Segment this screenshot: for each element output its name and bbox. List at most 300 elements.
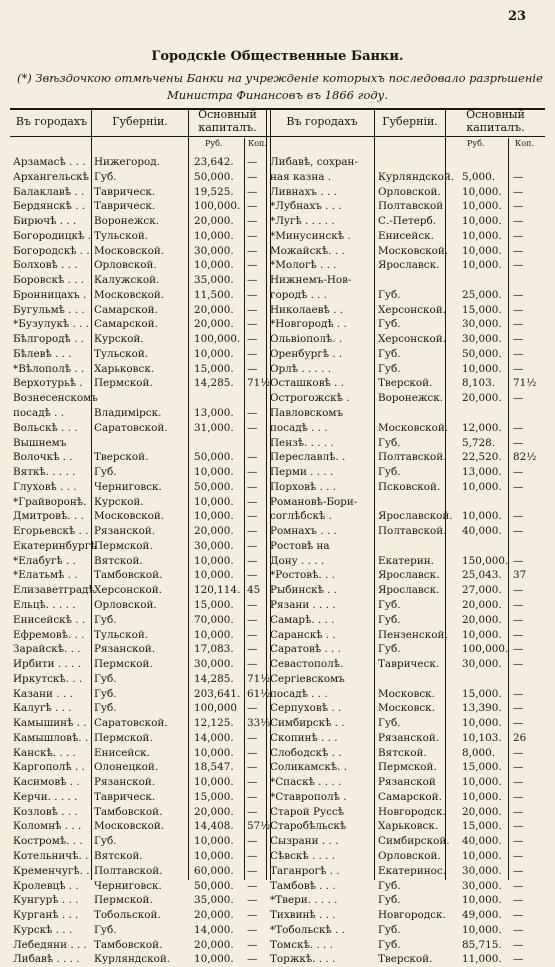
capital-kop-right: — bbox=[513, 288, 524, 301]
province-left: Владимірск. bbox=[94, 407, 162, 420]
header-capital-right-1: Основный bbox=[466, 108, 525, 121]
capital-kop-left: — bbox=[247, 554, 258, 567]
province-left: Тульской. bbox=[94, 347, 149, 360]
table-row bbox=[0, 731, 555, 746]
table-row bbox=[0, 613, 555, 628]
province-left: Губ. bbox=[94, 466, 117, 479]
table-row bbox=[0, 672, 555, 687]
capital-kop-right: — bbox=[513, 761, 524, 774]
table-row bbox=[0, 746, 555, 761]
province-left: Тамбовской. bbox=[94, 938, 163, 951]
city-right: *Ростовѣ. . . bbox=[270, 569, 335, 582]
province-left: Московской. bbox=[94, 510, 165, 523]
table-row bbox=[0, 849, 555, 864]
city-left: Архангельскѣ bbox=[13, 170, 89, 183]
table-row bbox=[0, 819, 555, 834]
capital-kop-right: — bbox=[513, 229, 524, 242]
capital-rub-right: 10,000. bbox=[462, 923, 502, 936]
capital-rub-left: 14,408. bbox=[194, 820, 234, 833]
city-left: Канскѣ. . . . bbox=[13, 746, 76, 759]
city-right: Старой Руссѣ bbox=[270, 805, 345, 818]
capital-rub-right: 85,715. bbox=[462, 938, 502, 951]
capital-kop-left: 71½ bbox=[247, 672, 271, 685]
province-left: Пермской. bbox=[94, 731, 153, 744]
capital-kop-right: — bbox=[513, 333, 524, 346]
table-row bbox=[0, 879, 555, 894]
table-row bbox=[0, 450, 555, 465]
city-left: Бѣлевѣ . . . bbox=[13, 347, 72, 360]
capital-kop-right: — bbox=[513, 849, 524, 862]
capital-kop-left: 61½ bbox=[247, 687, 271, 700]
capital-rub-right: 10,000. bbox=[462, 200, 502, 213]
province-left: Полтавской. bbox=[94, 864, 163, 877]
capital-kop-left: — bbox=[247, 835, 258, 848]
capital-kop-left: — bbox=[247, 244, 258, 257]
capital-rub-right: 20,000. bbox=[462, 805, 502, 818]
city-left: Богородскѣ . . bbox=[13, 244, 90, 257]
city-left: Козловѣ . . . bbox=[13, 805, 78, 818]
capital-kop-right: — bbox=[513, 923, 524, 936]
province-left: Тамбовской. bbox=[94, 805, 163, 818]
city-right: Таганрогѣ . . bbox=[270, 864, 340, 877]
capital-kop-left: — bbox=[247, 303, 258, 316]
table-row bbox=[0, 258, 555, 273]
table-row bbox=[0, 199, 555, 214]
table-row bbox=[0, 362, 555, 377]
province-left: Курской. bbox=[94, 333, 144, 346]
city-right: Либавѣ, сохран- bbox=[270, 156, 358, 168]
city-left: Бердянскѣ . . bbox=[13, 200, 86, 213]
capital-kop-right: — bbox=[513, 525, 524, 538]
province-right: Орловской. bbox=[378, 185, 441, 198]
province-right: Губ. bbox=[378, 466, 401, 479]
province-left: Черниговск. bbox=[94, 879, 162, 892]
table-row bbox=[0, 406, 555, 421]
city-left: Курганѣ . . . bbox=[13, 909, 79, 922]
city-left: Бронницахъ . bbox=[13, 288, 87, 301]
capital-rub-left: 10,000. bbox=[194, 953, 234, 966]
capital-rub-left: 60,000. bbox=[194, 864, 234, 877]
city-left: Ельцѣ. . . . . bbox=[13, 598, 76, 611]
capital-kop-left: — bbox=[247, 200, 258, 213]
capital-kop-left: — bbox=[247, 746, 258, 759]
table-row bbox=[0, 628, 555, 643]
capital-kop-right: — bbox=[513, 480, 524, 493]
city-left: Дмитровѣ. . . bbox=[13, 510, 84, 523]
capital-rub-right: 10,000. bbox=[462, 628, 502, 641]
header-province-left: Губерніи. bbox=[112, 115, 168, 128]
province-left: Губ. bbox=[94, 613, 117, 626]
city-right: Оренбургѣ . . bbox=[270, 347, 343, 360]
table-row bbox=[0, 687, 555, 702]
city-right: Севастополѣ. bbox=[270, 658, 344, 671]
capital-rub-right: 50,000. bbox=[462, 347, 502, 360]
table-row bbox=[0, 170, 555, 185]
city-left: Либавѣ . . . . bbox=[13, 953, 80, 966]
province-right: Пензенской. bbox=[378, 628, 448, 641]
capital-rub-left: 19,525. bbox=[194, 185, 234, 198]
capital-rub-right: 13,390. bbox=[462, 702, 502, 715]
capital-rub-left: 10,000. bbox=[194, 746, 234, 759]
province-right: Новгородск. bbox=[378, 805, 446, 818]
capital-rub-right: 10,000. bbox=[462, 215, 502, 228]
province-left: Губ. bbox=[94, 835, 117, 848]
capital-kop-right: — bbox=[513, 776, 524, 789]
capital-kop-right: — bbox=[513, 436, 524, 449]
province-left: Пермской. bbox=[94, 658, 153, 671]
city-right: Сѣвскѣ . . . . bbox=[270, 849, 336, 862]
capital-kop-left: 33⅓ bbox=[247, 717, 271, 730]
capital-rub-left: 50,000. bbox=[194, 879, 234, 892]
province-left: Таврическ. bbox=[94, 790, 156, 803]
city-right: Томскѣ. . . . bbox=[270, 938, 333, 951]
city-right: Павловскомъ bbox=[270, 407, 344, 420]
capital-rub-left: 20,000. bbox=[194, 909, 234, 922]
city-right: Романовѣ-Бори- bbox=[270, 495, 358, 508]
city-right: *Лугѣ . . . . . bbox=[270, 215, 335, 228]
capital-rub-right: 25,043. bbox=[462, 569, 502, 582]
province-left: Рязанской. bbox=[94, 776, 156, 789]
capital-kop-left: — bbox=[247, 849, 258, 862]
city-left: Бугульмѣ . . . bbox=[13, 303, 85, 316]
city-left: Глуховѣ . . . bbox=[13, 480, 77, 493]
capital-rub-left: 10,000. bbox=[194, 835, 234, 848]
city-right: *Твери. . . . . bbox=[270, 894, 338, 907]
city-left: Курскѣ . . . bbox=[13, 923, 73, 936]
note-line-2: Министра Финансовъ въ 1866 году. bbox=[166, 88, 388, 102]
province-right: С.-Петерб. bbox=[378, 215, 437, 228]
city-left: Вольскѣ . . . bbox=[13, 421, 78, 434]
city-left: *Елатьмѣ . . bbox=[13, 569, 78, 582]
province-right: Рязанской. bbox=[378, 731, 440, 744]
city-right: Саранскѣ . . bbox=[270, 628, 336, 641]
province-left: Тульской. bbox=[94, 229, 149, 242]
capital-rub-left: 120,114. bbox=[194, 584, 241, 597]
capital-kop-right: — bbox=[513, 185, 524, 198]
city-right: Сергіевскомъ bbox=[270, 672, 345, 685]
capital-rub-left: 100,000 bbox=[194, 702, 237, 715]
capital-rub-left: 20,000. bbox=[194, 805, 234, 818]
capital-kop-right: — bbox=[513, 554, 524, 567]
capital-kop-left: — bbox=[247, 421, 258, 434]
note-line-1: (*) Звѣздочкою отмѣчены Банки на учрежденіе которыхъ последовало разрѣшеніе bbox=[17, 71, 543, 85]
capital-rub-left: 203,641. bbox=[194, 687, 241, 700]
city-right: Скопинѣ . . . bbox=[270, 731, 338, 744]
province-right: Губ. bbox=[378, 879, 401, 892]
capital-kop-left: — bbox=[247, 938, 258, 951]
capital-kop-right: — bbox=[513, 347, 524, 360]
capital-kop-left: — bbox=[247, 480, 258, 493]
province-left: Вятской. bbox=[94, 849, 143, 862]
city-right: посадѣ . . . bbox=[270, 687, 328, 700]
capital-kop-left: — bbox=[247, 347, 258, 360]
capital-kop-left: 57½ bbox=[247, 820, 271, 833]
capital-rub-left: 10,000. bbox=[194, 259, 234, 272]
province-left: Саратовской. bbox=[94, 421, 168, 434]
capital-rub-left: 20,000. bbox=[194, 215, 234, 228]
city-left: Кролевцѣ . . bbox=[13, 879, 79, 892]
table-row bbox=[0, 760, 555, 775]
city-right: Пензѣ. . . . . bbox=[270, 436, 334, 449]
capital-rub-right: 13,000. bbox=[462, 466, 502, 479]
city-left: Кунгурѣ . . . bbox=[13, 894, 79, 907]
province-right: Полтавской. bbox=[378, 525, 447, 538]
capital-kop-left: — bbox=[247, 909, 258, 922]
capital-kop-left: — bbox=[247, 923, 258, 936]
table-row bbox=[0, 775, 555, 790]
table-row bbox=[0, 273, 555, 288]
province-left: Губ. bbox=[94, 672, 117, 685]
table-row bbox=[0, 583, 555, 598]
capital-kop-left: — bbox=[247, 451, 258, 464]
subheader-kop-left: Коп. bbox=[248, 139, 267, 148]
city-left: Богородицкѣ . bbox=[13, 229, 91, 242]
capital-kop-left: — bbox=[247, 362, 258, 375]
capital-rub-right: 30,000. bbox=[462, 879, 502, 892]
table-row bbox=[0, 642, 555, 657]
capital-rub-left: 100,000. bbox=[194, 333, 241, 346]
capital-kop-left: — bbox=[247, 333, 258, 346]
city-left: Болховѣ . . . bbox=[13, 259, 78, 272]
subheader-kop-right: Коп. bbox=[515, 139, 534, 148]
province-left: Самарской. bbox=[94, 303, 158, 316]
province-left: Таврическ. bbox=[94, 185, 156, 198]
table-row bbox=[0, 465, 555, 480]
capital-kop-right: 37 bbox=[513, 569, 527, 582]
city-left: Ефремовѣ. . . bbox=[13, 628, 85, 641]
table-row bbox=[0, 864, 555, 879]
province-right: Харьковск. bbox=[378, 820, 439, 833]
province-right: Губ. bbox=[378, 318, 401, 331]
city-left: Арзамасѣ . . . bbox=[13, 156, 86, 168]
table-row bbox=[0, 554, 555, 569]
bank-table-body bbox=[0, 155, 555, 967]
province-left: Олонецкой. bbox=[94, 761, 159, 774]
capital-rub-left: 35,000. bbox=[194, 894, 234, 907]
city-left: Балаклавѣ . . bbox=[13, 185, 85, 198]
province-right: Воронежск. bbox=[378, 392, 444, 405]
capital-rub-right: 10,103. bbox=[462, 731, 502, 744]
capital-rub-right: 30,000. bbox=[462, 658, 502, 671]
capital-kop-left: — bbox=[247, 539, 258, 552]
city-right: соглѣбскѣ . bbox=[270, 510, 332, 523]
capital-rub-left: 15,000. bbox=[194, 362, 234, 375]
table-row bbox=[0, 244, 555, 259]
province-left: Московской. bbox=[94, 244, 165, 257]
city-left: Каргополѣ . . bbox=[13, 761, 85, 774]
table-row bbox=[0, 893, 555, 908]
city-left: Иркутскѣ. . . bbox=[13, 672, 83, 685]
capital-kop-left: — bbox=[247, 259, 258, 272]
province-left: Орловской. bbox=[94, 259, 157, 272]
city-right: Серпуховѣ . . bbox=[270, 702, 342, 715]
capital-rub-right: 10,000. bbox=[462, 185, 502, 198]
province-right: Енисейск. bbox=[378, 229, 434, 242]
capital-rub-right: 10,000. bbox=[462, 362, 502, 375]
capital-kop-right: — bbox=[513, 894, 524, 907]
capital-kop-left: — bbox=[247, 156, 258, 168]
city-left: Бѣлгородѣ . . bbox=[13, 333, 84, 346]
table-row bbox=[0, 480, 555, 495]
capital-rub-right: 10,000. bbox=[462, 849, 502, 862]
capital-kop-right: 82½ bbox=[513, 451, 537, 464]
province-right: Губ. bbox=[378, 938, 401, 951]
city-left: Егорьевскѣ . . bbox=[13, 525, 89, 538]
capital-kop-left: — bbox=[247, 864, 258, 877]
province-left: Пермской. bbox=[94, 539, 153, 552]
table-row bbox=[0, 790, 555, 805]
capital-kop-left: 71½ bbox=[247, 377, 271, 390]
city-left: Кременчугѣ. . bbox=[13, 864, 90, 877]
capital-rub-right: 40,000. bbox=[462, 835, 502, 848]
capital-kop-right: — bbox=[513, 362, 524, 375]
header-city-left: Въ городахъ bbox=[15, 115, 88, 128]
capital-kop-left: — bbox=[247, 510, 258, 523]
city-left: Ирбити . . . . bbox=[13, 658, 81, 671]
province-right: Губ. bbox=[378, 436, 401, 449]
city-right: Ромнахъ . . . bbox=[270, 525, 337, 538]
city-left: Елизаветградѣ bbox=[13, 584, 95, 597]
capital-rub-right: 10,000. bbox=[462, 259, 502, 272]
capital-kop-right: — bbox=[513, 820, 524, 833]
capital-rub-left: 30,000. bbox=[194, 658, 234, 671]
city-left: Енисейскѣ . . bbox=[13, 613, 86, 626]
capital-rub-left: 17,083. bbox=[194, 643, 234, 656]
province-right: Курляндской. bbox=[378, 170, 455, 183]
capital-rub-left: 31,000. bbox=[194, 421, 234, 434]
table-row bbox=[0, 952, 555, 967]
province-right: Полтавской bbox=[378, 200, 444, 213]
capital-rub-right: 5,728. bbox=[462, 436, 496, 449]
city-right: Симбирскѣ . . bbox=[270, 717, 345, 730]
province-right: Херсонской. bbox=[378, 333, 446, 346]
table-row bbox=[0, 539, 555, 554]
capital-rub-left: 10,000. bbox=[194, 776, 234, 789]
capital-rub-left: 30,000. bbox=[194, 539, 234, 552]
city-right: Николаевѣ . . bbox=[270, 303, 344, 316]
capital-rub-right: 10,000. bbox=[462, 229, 502, 242]
capital-kop-right: — bbox=[513, 790, 524, 803]
city-right: Ольвіополѣ. . bbox=[270, 333, 343, 346]
capital-kop-left: — bbox=[247, 776, 258, 789]
city-left: *Бузулукѣ . . . bbox=[13, 318, 90, 331]
capital-rub-right: 11,000. bbox=[462, 953, 502, 966]
city-right: Рязани . . . . bbox=[270, 598, 336, 611]
capital-rub-right: 20,000. bbox=[462, 613, 502, 626]
capital-rub-left: 14,000. bbox=[194, 923, 234, 936]
capital-rub-right: 10,000. bbox=[462, 510, 502, 523]
capital-kop-right: — bbox=[513, 259, 524, 272]
province-left: Орловской. bbox=[94, 598, 157, 611]
capital-kop-right: — bbox=[513, 510, 524, 523]
capital-rub-right: 49,000. bbox=[462, 909, 502, 922]
capital-kop-right: — bbox=[513, 613, 524, 626]
capital-rub-left: 100,000. bbox=[194, 200, 241, 213]
capital-rub-left: 20,000. bbox=[194, 303, 234, 316]
capital-kop-right: — bbox=[513, 244, 524, 257]
capital-kop-left: — bbox=[247, 407, 258, 420]
table-row bbox=[0, 214, 555, 229]
capital-kop-right: — bbox=[513, 200, 524, 213]
capital-rub-left: 14,285. bbox=[194, 377, 234, 390]
table-row bbox=[0, 657, 555, 672]
capital-rub-right: 15,000. bbox=[462, 820, 502, 833]
city-left: Бирючѣ . . . bbox=[13, 215, 77, 228]
province-left: Таврическ. bbox=[94, 200, 156, 213]
city-right: Можайскѣ. . . bbox=[270, 244, 345, 257]
capital-rub-left: 12,125. bbox=[194, 717, 234, 730]
capital-rub-right: 10,000. bbox=[462, 244, 502, 257]
table-row bbox=[0, 805, 555, 820]
table-row bbox=[0, 303, 555, 318]
capital-rub-right: 22,520. bbox=[462, 451, 502, 464]
capital-kop-left: — bbox=[247, 790, 258, 803]
city-right: Старобѣльскѣ bbox=[270, 820, 347, 833]
capital-rub-right: 8,103. bbox=[462, 377, 496, 390]
table-row bbox=[0, 716, 555, 731]
province-left: Московской. bbox=[94, 288, 165, 301]
capital-kop-left: — bbox=[247, 170, 258, 183]
province-left: Вятской. bbox=[94, 554, 143, 567]
capital-rub-left: 20,000. bbox=[194, 525, 234, 538]
capital-kop-left: — bbox=[247, 569, 258, 582]
city-left: Вяткѣ. . . . . bbox=[13, 466, 76, 479]
capital-kop-left: — bbox=[247, 495, 258, 508]
province-right: Губ. bbox=[378, 643, 401, 656]
province-left: Московской. bbox=[94, 820, 165, 833]
city-right: Осташковѣ . . bbox=[270, 377, 345, 390]
city-left: Коломнѣ . . . bbox=[13, 820, 82, 833]
city-left: *Грайворонѣ. bbox=[13, 495, 87, 508]
capital-kop-left: — bbox=[247, 628, 258, 641]
capital-kop-right: — bbox=[513, 318, 524, 331]
capital-kop-left: — bbox=[247, 761, 258, 774]
province-left: Харьковск. bbox=[94, 362, 155, 375]
city-right: *Лубнахъ . . . bbox=[270, 200, 342, 213]
capital-kop-left: — bbox=[247, 466, 258, 479]
table-row bbox=[0, 509, 555, 524]
capital-rub-left: 70,000. bbox=[194, 613, 234, 626]
capital-kop-right: — bbox=[513, 392, 524, 405]
city-right: Соликамскѣ. . bbox=[270, 761, 347, 774]
city-right: *Тобольскѣ . . bbox=[270, 923, 345, 936]
capital-kop-right: — bbox=[513, 746, 524, 759]
capital-kop-right: — bbox=[513, 687, 524, 700]
city-left: Зарайскѣ. . . bbox=[13, 643, 81, 656]
capital-kop-right: — bbox=[513, 628, 524, 641]
city-left: Котельничѣ. . bbox=[13, 849, 89, 862]
city-right: Острогожскѣ . bbox=[270, 392, 350, 405]
city-right: *Мологѣ . . . bbox=[270, 259, 337, 272]
province-left: Рязанской. bbox=[94, 643, 156, 656]
city-left: Касимовѣ . . bbox=[13, 776, 80, 789]
capital-rub-left: 10,000. bbox=[194, 554, 234, 567]
capital-rub-right: 10,000. bbox=[462, 790, 502, 803]
capital-rub-right: 40,000. bbox=[462, 525, 502, 538]
capital-kop-left: — bbox=[247, 879, 258, 892]
capital-rub-right: 20,000. bbox=[462, 598, 502, 611]
capital-kop-right: — bbox=[513, 717, 524, 730]
table-row bbox=[0, 495, 555, 510]
capital-rub-left: 10,000. bbox=[194, 849, 234, 862]
province-right: Губ. bbox=[378, 288, 401, 301]
city-right: *Минусинскѣ . bbox=[270, 229, 351, 242]
capital-kop-left: — bbox=[247, 702, 258, 715]
header-province-right: Губерніи. bbox=[382, 115, 438, 128]
province-right: Губ. bbox=[378, 347, 401, 360]
province-right: Екатеринос. bbox=[378, 864, 447, 877]
city-right: Порховѣ . . . bbox=[270, 480, 337, 493]
